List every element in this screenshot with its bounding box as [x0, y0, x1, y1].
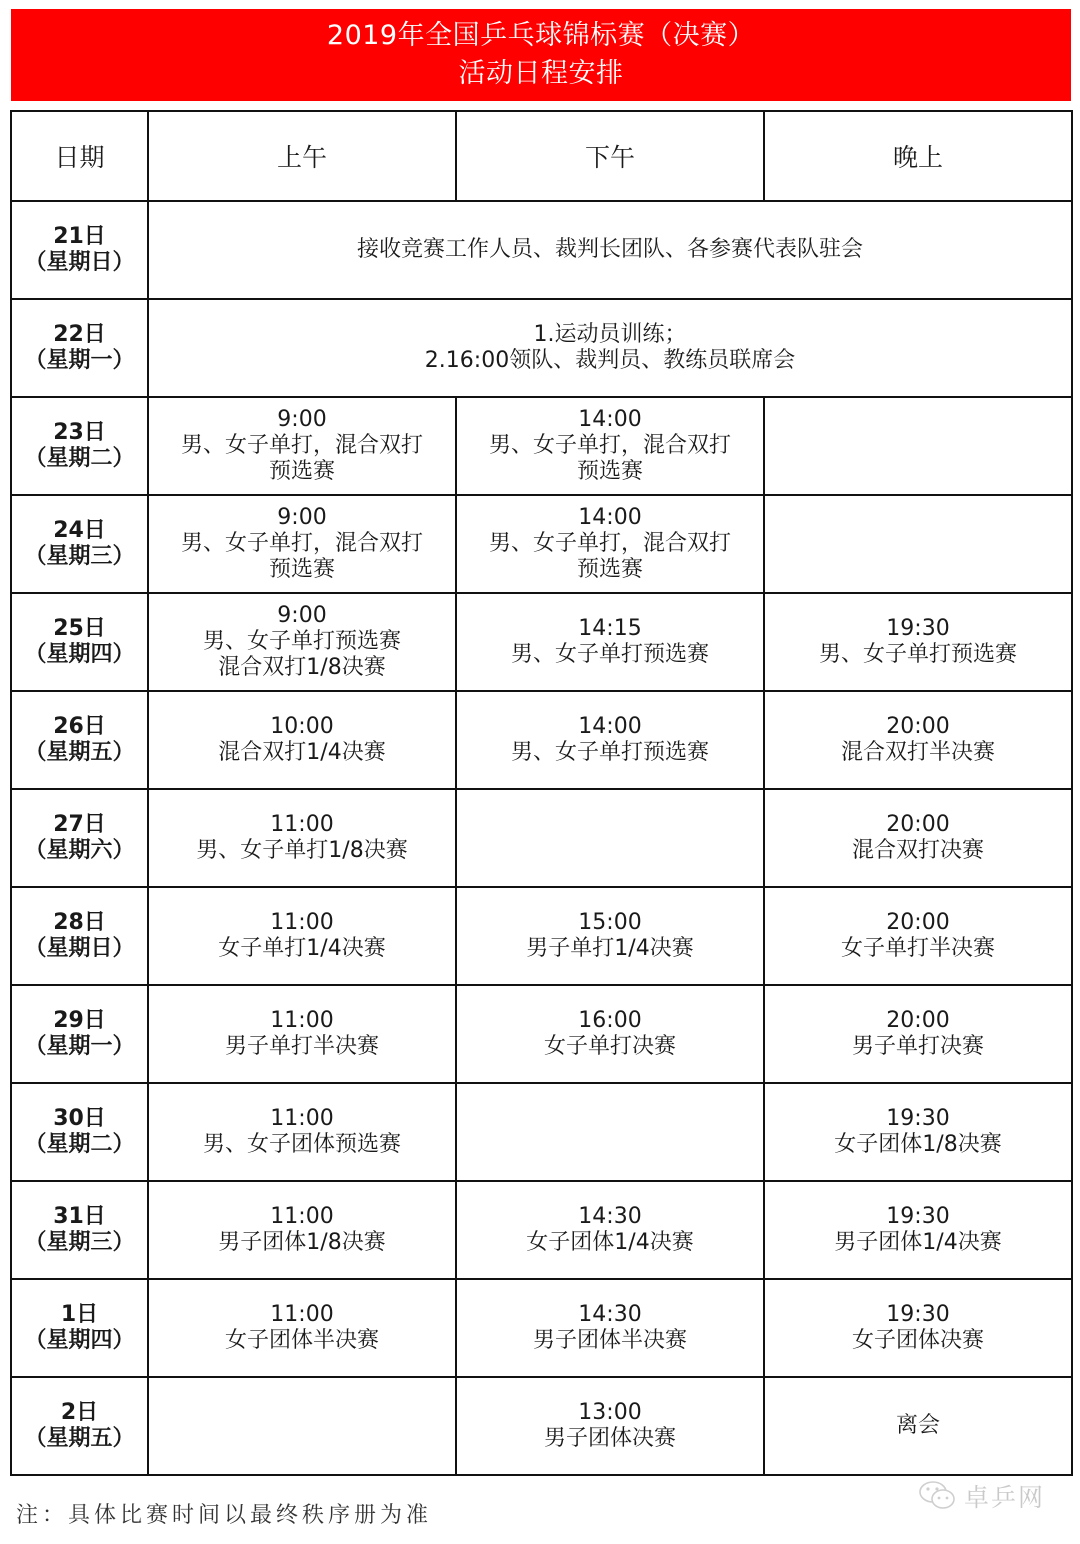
header-afternoon: 下午 [456, 111, 764, 201]
event-time: 20:00 [886, 812, 950, 837]
table-row [11, 299, 1072, 397]
event-text: 混合双打1/8决赛 [218, 655, 386, 680]
morning-cell [148, 1279, 456, 1377]
event-time: 14:00 [578, 407, 642, 432]
date-day: 22日 [53, 322, 106, 347]
event-text: 预选赛 [268, 557, 335, 582]
event-text: 女子单打1/4决赛 [218, 936, 386, 961]
date-weekday: （星期一） [24, 1034, 135, 1059]
event-time: 14:15 [578, 616, 642, 641]
afternoon-cell [456, 1083, 764, 1181]
event-text: 男子单打1/4决赛 [526, 936, 694, 961]
event-text: 男、女子单打，混合双打 [180, 433, 423, 458]
evening-cell [764, 789, 1072, 887]
event-text: 女子单打决赛 [543, 1034, 676, 1059]
date-day: 23日 [53, 420, 106, 445]
event-text: 离会 [895, 1413, 940, 1438]
date-cell [11, 299, 148, 397]
table-row [11, 495, 1072, 593]
event-time: 14:00 [578, 505, 642, 530]
evening-cell [764, 593, 1072, 691]
date-cell [11, 887, 148, 985]
event-time: 11:00 [270, 812, 334, 837]
header-morning: 上午 [148, 111, 456, 201]
date-weekday: （星期六） [24, 838, 135, 863]
morning-cell [148, 887, 456, 985]
event-time: 20:00 [886, 714, 950, 739]
table-row [11, 1181, 1072, 1279]
event-time: 20:00 [886, 910, 950, 935]
date-weekday: （星期四） [24, 642, 135, 667]
date-weekday: （星期日） [24, 250, 135, 275]
event-text: 混合双打1/4决赛 [218, 740, 386, 765]
date-weekday: （星期二） [24, 1132, 135, 1157]
afternoon-cell [456, 691, 764, 789]
event-text: 男、女子单打1/8决赛 [196, 838, 408, 863]
title-line-1: 2019年全国乒乓球锦标赛（决赛） [326, 20, 756, 51]
event-text: 男子团体半决赛 [532, 1328, 687, 1353]
event-text: 男子单打决赛 [851, 1034, 984, 1059]
event-text: 2.16:00领队、裁判员、教练员联席会 [424, 348, 796, 373]
evening-cell [764, 1181, 1072, 1279]
evening-cell [764, 1083, 1072, 1181]
title-line-2: 活动日程安排 [458, 58, 624, 89]
event-time: 14:30 [578, 1204, 642, 1229]
evening-cell [764, 887, 1072, 985]
event-text: 女子团体1/4决赛 [526, 1230, 694, 1255]
date-cell [11, 1083, 148, 1181]
watermark [918, 1478, 1045, 1514]
table-row [11, 593, 1072, 691]
date-day: 1日 [60, 1302, 99, 1327]
date-cell [11, 495, 148, 593]
date-cell [11, 593, 148, 691]
table-row [11, 887, 1072, 985]
event-time: 14:00 [578, 714, 642, 739]
table-row [11, 1083, 1072, 1181]
event-text: 预选赛 [576, 459, 643, 484]
event-text: 混合双打半决赛 [840, 740, 995, 765]
watermark-text: 卓乒网 [964, 1483, 1046, 1512]
event-time: 10:00 [270, 714, 334, 739]
morning-cell [148, 397, 456, 495]
table-row [11, 985, 1072, 1083]
event-time: 11:00 [270, 1106, 334, 1131]
event-text: 男子团体决赛 [543, 1426, 676, 1451]
date-cell [11, 201, 148, 299]
afternoon-cell [456, 887, 764, 985]
morning-cell [148, 1181, 456, 1279]
date-cell [11, 397, 148, 495]
date-cell [11, 1181, 148, 1279]
date-weekday: （星期日） [24, 936, 135, 961]
event-time: 19:30 [886, 1204, 950, 1229]
header-evening: 晚上 [764, 111, 1072, 201]
date-day: 29日 [53, 1008, 106, 1033]
morning-cell [148, 985, 456, 1083]
table-row [11, 1279, 1072, 1377]
event-text: 男、女子单打预选赛 [202, 629, 401, 654]
event-text: 男、女子单打，混合双打 [180, 531, 423, 556]
event-text: 男、女子单打预选赛 [510, 642, 709, 667]
event-text: 男子团体1/4决赛 [834, 1230, 1002, 1255]
morning-cell [148, 1377, 456, 1475]
event-text: 混合双打决赛 [851, 838, 984, 863]
wechat-icon [918, 1481, 958, 1511]
event-text: 女子团体1/8决赛 [834, 1132, 1002, 1157]
date-weekday: （星期三） [24, 1230, 135, 1255]
table-row [11, 691, 1072, 789]
event-text: 预选赛 [576, 557, 643, 582]
morning-cell [148, 1083, 456, 1181]
date-weekday: （星期二） [24, 446, 135, 471]
date-cell [11, 691, 148, 789]
event-text: 男子单打半决赛 [224, 1034, 379, 1059]
event-time: 9:00 [277, 407, 327, 432]
afternoon-cell [456, 397, 764, 495]
date-cell [11, 985, 148, 1083]
event-text: 男、女子单打预选赛 [818, 642, 1017, 667]
event-time: 11:00 [270, 1008, 334, 1033]
date-day: 25日 [53, 616, 106, 641]
event-time: 19:30 [886, 1106, 950, 1131]
event-text: 接收竞赛工作人员、裁判长团队、各参赛代表队驻会 [356, 237, 863, 262]
event-text: 男、女子团体预选赛 [202, 1132, 401, 1157]
morning-cell [148, 691, 456, 789]
event-text: 1.运动员训练； [533, 322, 687, 347]
table-row [11, 789, 1072, 887]
afternoon-cell [456, 1181, 764, 1279]
schedule-table [10, 110, 1073, 1476]
afternoon-cell [456, 1279, 764, 1377]
date-day: 31日 [53, 1204, 106, 1229]
table-row [11, 1377, 1072, 1475]
event-time: 20:00 [886, 1008, 950, 1033]
evening-cell [764, 691, 1072, 789]
event-time: 11:00 [270, 910, 334, 935]
event-text: 男子团体1/8决赛 [218, 1230, 386, 1255]
afternoon-cell [456, 985, 764, 1083]
event-text: 男、女子单打，混合双打 [488, 531, 731, 556]
date-cell [11, 789, 148, 887]
date-weekday: （星期五） [24, 1426, 135, 1451]
evening-cell [764, 495, 1072, 593]
date-day: 28日 [53, 910, 106, 935]
event-time: 13:00 [578, 1400, 642, 1425]
morning-cell [148, 495, 456, 593]
evening-cell [764, 1279, 1072, 1377]
event-text: 女子团体决赛 [851, 1328, 984, 1353]
event-time: 9:00 [277, 603, 327, 628]
header-row [11, 111, 1072, 201]
event-text: 男、女子单打预选赛 [510, 740, 709, 765]
date-weekday: （星期一） [24, 348, 135, 373]
event-time: 14:30 [578, 1302, 642, 1327]
date-weekday: （星期五） [24, 740, 135, 765]
date-day: 24日 [53, 518, 106, 543]
morning-cell [148, 593, 456, 691]
date-day: 30日 [53, 1106, 106, 1131]
header-date: 日期 [11, 111, 148, 201]
date-day: 27日 [53, 812, 106, 837]
footnote: 注：具体比赛时间以最终秩序册为准 [16, 1503, 433, 1528]
evening-cell [764, 985, 1072, 1083]
date-weekday: （星期三） [24, 544, 135, 569]
afternoon-cell [456, 593, 764, 691]
title-banner [11, 9, 1071, 101]
date-day: 2日 [60, 1400, 99, 1425]
table-row [11, 201, 1072, 299]
event-time: 11:00 [270, 1302, 334, 1327]
event-time: 11:00 [270, 1204, 334, 1229]
event-time: 9:00 [277, 505, 327, 530]
event-time: 16:00 [578, 1008, 642, 1033]
morning-cell [148, 789, 456, 887]
table-row [11, 397, 1072, 495]
afternoon-cell [456, 1377, 764, 1475]
evening-cell [764, 397, 1072, 495]
event-time: 15:00 [578, 910, 642, 935]
date-cell [11, 1377, 148, 1475]
event-text: 女子团体半决赛 [224, 1328, 379, 1353]
event-time: 19:30 [886, 1302, 950, 1327]
date-day: 21日 [53, 224, 106, 249]
event-time: 19:30 [886, 616, 950, 641]
all-day-cell [148, 299, 1072, 397]
event-text: 预选赛 [268, 459, 335, 484]
afternoon-cell [456, 495, 764, 593]
event-text: 男、女子单打，混合双打 [488, 433, 731, 458]
evening-cell [764, 1377, 1072, 1475]
date-weekday: （星期四） [24, 1328, 135, 1353]
all-day-cell [148, 201, 1072, 299]
date-day: 26日 [53, 714, 106, 739]
date-cell [11, 1279, 148, 1377]
afternoon-cell [456, 789, 764, 887]
event-text: 女子单打半决赛 [840, 936, 995, 961]
